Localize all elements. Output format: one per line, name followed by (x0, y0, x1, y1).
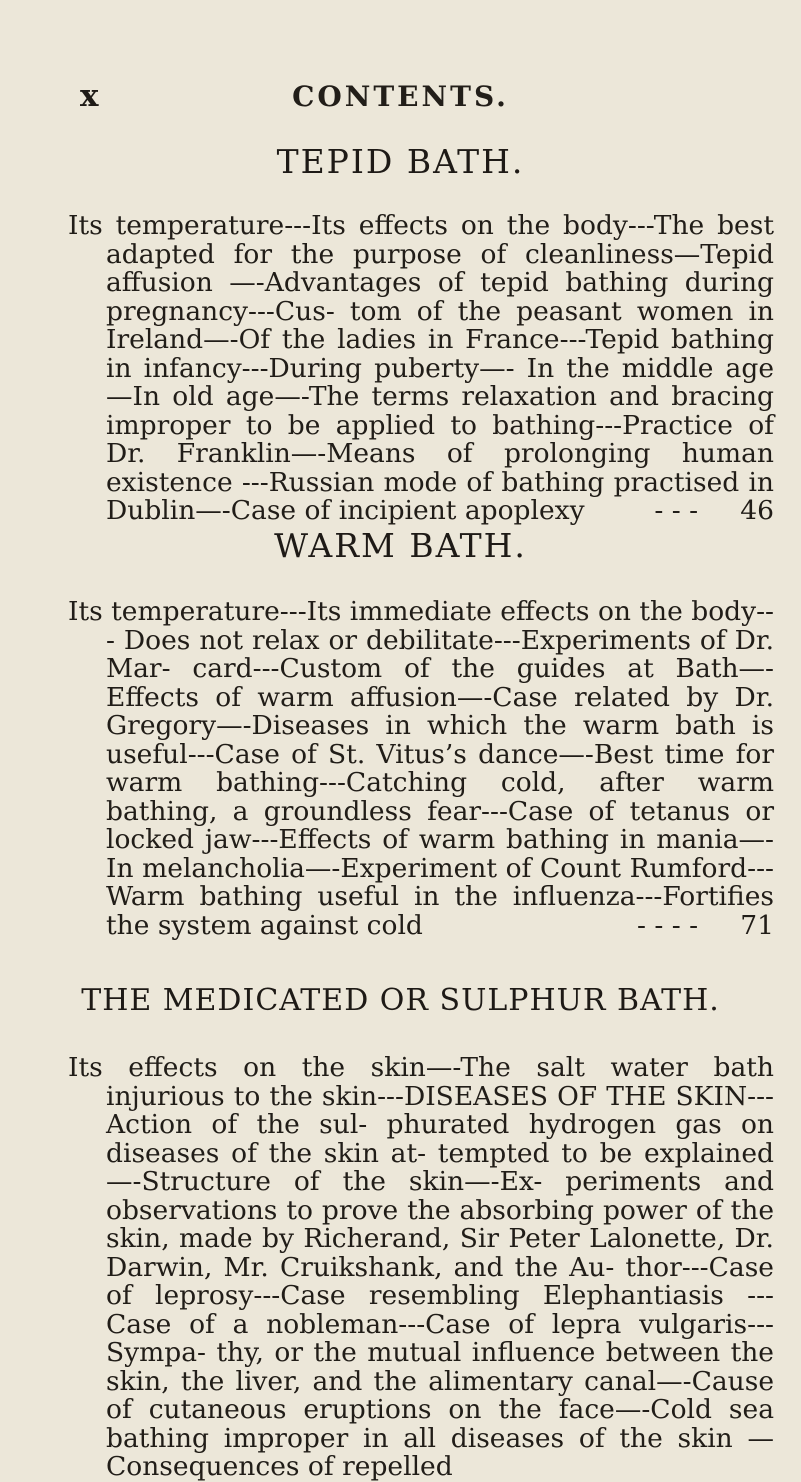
page-number: 46 (740, 495, 774, 526)
page-reference (637, 909, 774, 941)
entry-text: Its temperature---Its immediate effects on the body--- Does not relax or debilitate---Experiments of Dr. Mar- card---Custom of the guides at Bath—-Effects of warm affusion—-Case related by Dr. Gregory—-Diseases in which the warm bath is useful---Case of St. Vitus’s dance—-Best time for warm bathing---Catching cold, after warm bathing, a groundless fear---Case of tetanus or locked jaw---Effects of warm bathing in mania—-In melancholia—-Experiment of Count Rumford---Warm bathing useful in the influenza---Fortifies the system against cold (68, 596, 774, 941)
entry-text: Its temperature---Its effects on the body---The best adapted for the purpose of cleanliness—Tepid affusion —-Advantages of tepid bathing during pregnancy---Cus- tom of the peasant women in Ireland—-Of the ladies in France---Tepid bathing in infancy---During puberty—- In the middle age—In old age—-The terms relaxation and bracing improper to be applied to bathing---Practice of Dr. Franklin—-Means of prolonging human existence ---Russian mode of bathing practised in Dublin—-Case of incipient apoplexy (68, 210, 774, 526)
section-entry-sulphur-bath (68, 1054, 774, 1482)
page-number: 71 (740, 909, 774, 941)
section-entry-warm-bath (68, 598, 774, 940)
section-heading-tepid-bath: TEPID BATH. (276, 142, 525, 181)
leader-dots: - - - (654, 495, 699, 526)
section-entry-tepid-bath (68, 212, 774, 526)
section-heading-warm-bath: WARM BATH. (274, 526, 527, 565)
leader-dots: - - - - (637, 909, 699, 941)
running-title: CONTENTS. (292, 80, 509, 113)
entry-text: Its effects on the skin—-The salt water bath injurious to the skin---DISEASES OF THE SKIN---Action of the sul- phurated hydrogen gas on diseases of the skin at- tempted to be explained—-Structure of the skin—-Ex- periments and observations to prove the absorbing power of the skin, made by Richerand, Sir Peter Lalonette, Dr. Darwin, Mr. Cruikshank, and the Au- thor---Case of leprosy---Case resembling Elephantiasis ---Case of a nobleman---Case of lepra vulgaris---Sympa- thy, or the mutual influence between the skin, the liver, and the alimentary canal—-Cause of cutaneous eruptions on the face—-Cold sea bathing improper in all diseases of the skin — Consequences of repelled (68, 1052, 774, 1482)
page-reference (654, 495, 774, 526)
page-numeral: x (80, 78, 100, 114)
section-heading-sulphur-bath: THE MEDICATED OR SULPHUR BATH. (81, 983, 720, 1018)
running-head (0, 78, 801, 118)
